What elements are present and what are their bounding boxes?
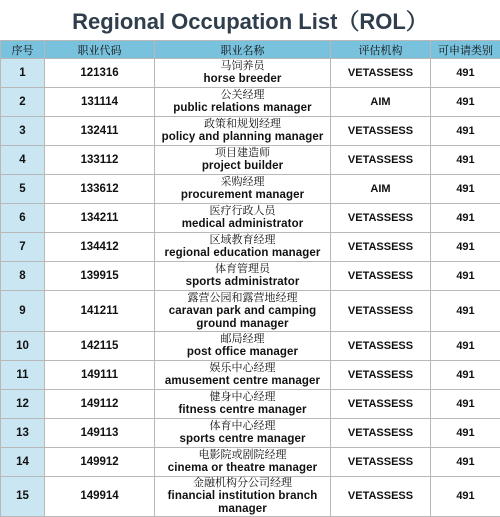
- cell-code: 133612: [45, 175, 155, 204]
- cell-seq: 8: [1, 262, 45, 291]
- table-row: [1, 477, 500, 517]
- cell-seq: 9: [1, 291, 45, 332]
- cell-name: [155, 419, 331, 448]
- cell-code: 149113: [45, 419, 155, 448]
- occupation-name-en: cinema or theatre manager: [155, 462, 330, 475]
- header-subclass: 可申请类别: [431, 41, 500, 59]
- cell-org: VETASSESS: [331, 477, 431, 517]
- cell-org: AIM: [331, 175, 431, 204]
- cell-seq: 13: [1, 419, 45, 448]
- occupation-name-zh: 露营公园和露营地经理: [155, 292, 330, 305]
- occupation-name-zh: 邮局经理: [155, 333, 330, 346]
- table-row: [1, 88, 500, 117]
- cell-name: [155, 117, 331, 146]
- cell-name: [155, 332, 331, 361]
- occupation-name-en: financial institution branch manager: [155, 490, 330, 516]
- cell-seq: 5: [1, 175, 45, 204]
- cell-seq: 4: [1, 146, 45, 175]
- cell-code: 141211: [45, 291, 155, 332]
- table-row: [1, 361, 500, 390]
- cell-name: [155, 448, 331, 477]
- occupation-name-zh: 公关经理: [155, 89, 330, 102]
- occupation-name-en: caravan park and camping ground manager: [155, 305, 330, 331]
- occupation-name-zh: 项目建造师: [155, 147, 330, 160]
- cell-subclass: 491: [431, 117, 500, 146]
- occupation-name-en: policy and planning manager: [155, 131, 330, 144]
- cell-seq: 10: [1, 332, 45, 361]
- header-code: 职业代码: [45, 41, 155, 59]
- cell-org: VETASSESS: [331, 361, 431, 390]
- table-row: [1, 448, 500, 477]
- occupation-table: [0, 40, 500, 517]
- header-org: 评估机构: [331, 41, 431, 59]
- table-row: [1, 332, 500, 361]
- cell-org: VETASSESS: [331, 262, 431, 291]
- cell-org: VETASSESS: [331, 390, 431, 419]
- table-row: [1, 146, 500, 175]
- cell-subclass: 491: [431, 291, 500, 332]
- cell-name: [155, 291, 331, 332]
- occupation-name-zh: 区域教育经理: [155, 234, 330, 247]
- cell-subclass: 491: [431, 361, 500, 390]
- cell-code: 139915: [45, 262, 155, 291]
- table-row: [1, 390, 500, 419]
- occupation-name-en: post office manager: [155, 346, 330, 359]
- cell-subclass: 491: [431, 175, 500, 204]
- cell-org: VETASSESS: [331, 146, 431, 175]
- table-row: [1, 291, 500, 332]
- occupation-name-en: amusement centre manager: [155, 375, 330, 388]
- cell-subclass: 491: [431, 88, 500, 117]
- cell-seq: 1: [1, 59, 45, 88]
- occupation-name-en: procurement manager: [155, 189, 330, 202]
- table-row: [1, 233, 500, 262]
- cell-subclass: 491: [431, 448, 500, 477]
- cell-org: VETASSESS: [331, 291, 431, 332]
- cell-code: 131114: [45, 88, 155, 117]
- cell-code: 149111: [45, 361, 155, 390]
- cell-seq: 15: [1, 477, 45, 517]
- cell-code: 149914: [45, 477, 155, 517]
- table-row: [1, 175, 500, 204]
- cell-subclass: 491: [431, 477, 500, 517]
- cell-subclass: 491: [431, 59, 500, 88]
- cell-name: [155, 262, 331, 291]
- occupation-name-en: regional education manager: [155, 247, 330, 260]
- occupation-name-zh: 政策和规划经理: [155, 118, 330, 131]
- cell-seq: 7: [1, 233, 45, 262]
- occupation-name-en: medical administrator: [155, 218, 330, 231]
- occupation-name-zh: 娱乐中心经理: [155, 362, 330, 375]
- occupation-name-en: sports centre manager: [155, 433, 330, 446]
- occupation-name-zh: 电影院或剧院经理: [155, 449, 330, 462]
- cell-name: [155, 390, 331, 419]
- occupation-name-zh: 马饲养员: [155, 60, 330, 73]
- header-name: 职业名称: [155, 41, 331, 59]
- cell-subclass: 491: [431, 262, 500, 291]
- cell-org: VETASSESS: [331, 59, 431, 88]
- occupation-name-en: sports administrator: [155, 276, 330, 289]
- cell-name: [155, 59, 331, 88]
- table-row: [1, 117, 500, 146]
- cell-seq: 12: [1, 390, 45, 419]
- cell-seq: 3: [1, 117, 45, 146]
- occupation-name-zh: 健身中心经理: [155, 391, 330, 404]
- cell-code: 149112: [45, 390, 155, 419]
- cell-subclass: 491: [431, 233, 500, 262]
- cell-name: [155, 233, 331, 262]
- cell-org: AIM: [331, 88, 431, 117]
- cell-name: [155, 204, 331, 233]
- table-body: [1, 59, 500, 517]
- cell-name: [155, 477, 331, 517]
- occupation-name-en: project builder: [155, 160, 330, 173]
- cell-name: [155, 175, 331, 204]
- cell-name: [155, 146, 331, 175]
- cell-seq: 2: [1, 88, 45, 117]
- occupation-name-zh: 体育中心经理: [155, 420, 330, 433]
- cell-subclass: 491: [431, 419, 500, 448]
- header-seq: 序号: [1, 41, 45, 59]
- occupation-name-zh: 金融机构分公司经理: [155, 477, 330, 490]
- cell-subclass: 491: [431, 204, 500, 233]
- page-title: Regional Occupation List（ROL）: [0, 0, 500, 40]
- cell-name: [155, 361, 331, 390]
- occupation-name-en: horse breeder: [155, 73, 330, 86]
- occupation-name-en: public relations manager: [155, 102, 330, 115]
- cell-code: 134211: [45, 204, 155, 233]
- table-row: [1, 204, 500, 233]
- cell-name: [155, 88, 331, 117]
- cell-code: 133112: [45, 146, 155, 175]
- cell-code: 149912: [45, 448, 155, 477]
- cell-subclass: 491: [431, 332, 500, 361]
- occupation-name-zh: 医疗行政人员: [155, 205, 330, 218]
- cell-seq: 14: [1, 448, 45, 477]
- cell-org: VETASSESS: [331, 233, 431, 262]
- cell-code: 132411: [45, 117, 155, 146]
- cell-subclass: 491: [431, 146, 500, 175]
- cell-org: VETASSESS: [331, 117, 431, 146]
- cell-subclass: 491: [431, 390, 500, 419]
- occupation-name-zh: 采购经理: [155, 176, 330, 189]
- cell-seq: 11: [1, 361, 45, 390]
- occupation-name-en: fitness centre manager: [155, 404, 330, 417]
- table-row: [1, 419, 500, 448]
- cell-seq: 6: [1, 204, 45, 233]
- table-row: [1, 262, 500, 291]
- cell-code: 134412: [45, 233, 155, 262]
- cell-code: 142115: [45, 332, 155, 361]
- table-row: [1, 59, 500, 88]
- cell-org: VETASSESS: [331, 204, 431, 233]
- cell-org: VETASSESS: [331, 448, 431, 477]
- cell-org: VETASSESS: [331, 419, 431, 448]
- occupation-name-zh: 体育管理员: [155, 263, 330, 276]
- cell-org: VETASSESS: [331, 332, 431, 361]
- table-header-row: [1, 41, 500, 59]
- cell-code: 121316: [45, 59, 155, 88]
